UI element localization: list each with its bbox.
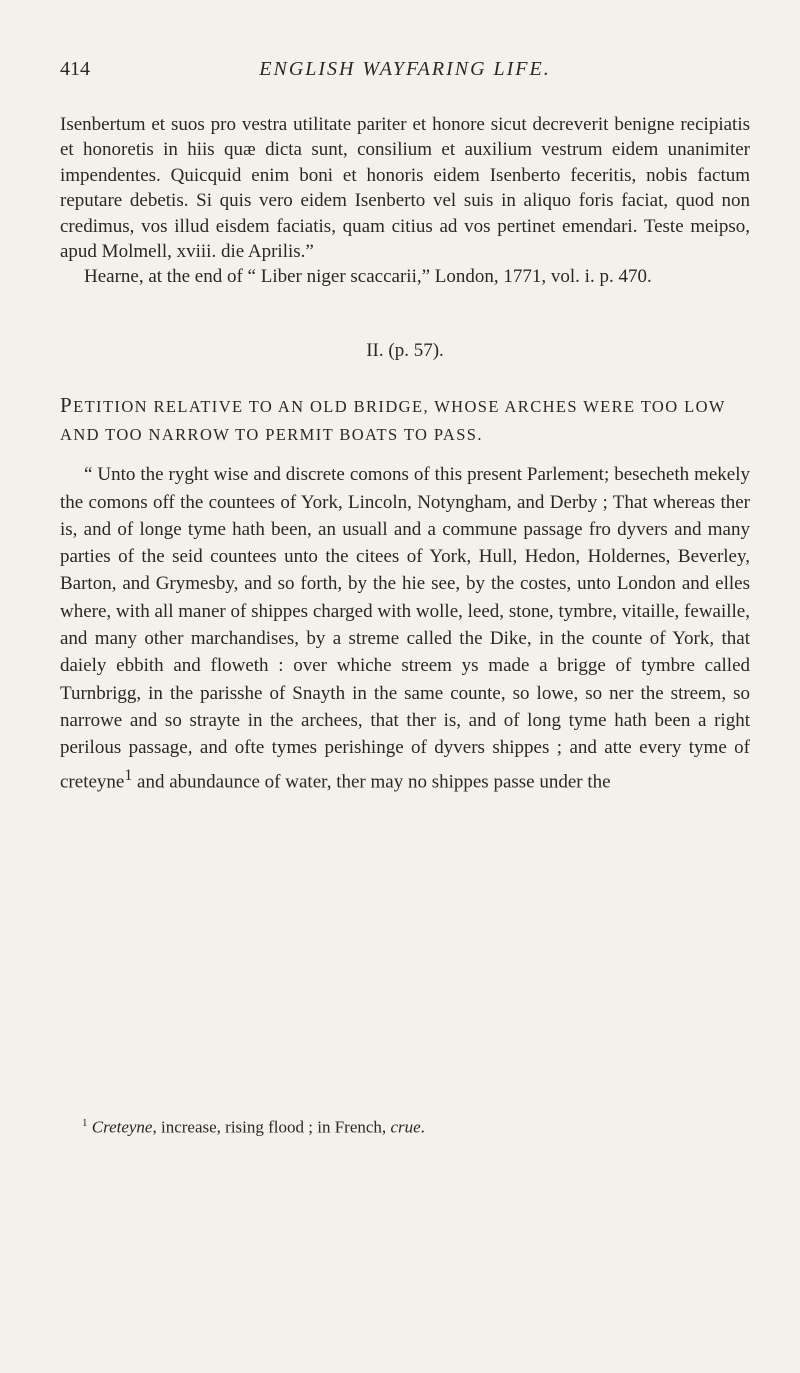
page-body [60,112,750,795]
footnote-end: . [420,1117,425,1137]
petition-tail: and abundaunce of water, ther may no shippes passe under the [137,770,611,792]
page-number: 414 [60,58,90,80]
footnote-marker: 1 [82,1117,88,1129]
footnote-french: crue [390,1117,421,1137]
section-title [60,391,750,449]
section-number: II. (p. 57). [366,339,444,361]
citation: Hearne, at the end of “ Liber niger scaccarii,” London, 1771, vol. i. p. 470. [84,266,652,288]
footnote-reference: 1 [124,766,133,784]
page-header [60,58,750,92]
petition-paragraph [60,461,750,795]
running-head: ENGLISH WAYFARING LIFE. [259,58,551,80]
footnote [82,1112,752,1139]
latin-paragraph: Isenbertum et suos pro vestra utilitate pariter et honore sicut decreverit benigne recipiatis et honoretis in hiis quæ dicta sunt, consilium et auxilium vestrum eidem unanimiter impendentes. Quicquid enim boni et honoris eidem Isenberto feceritis, nobis factum reputare debetis. Si quis vero eidem Isenberto vel suis in aliquo foris faciat, quod non credimus, vos illud eisdem faciatis, quam citius ad vos pertinet emendari. Teste meipso, apud Molmell, xviii. die Aprilis.” [60,114,750,263]
footnote-definition: , increase, rising flood ; in French, [152,1117,391,1137]
section-title-rest: ETITION RELATIVE TO AN OLD BRIDGE, WHOSE ARCHES WERE TOO LOW AND TOO NARROW TO PERMIT BOATS TO PASS. [60,397,726,445]
footnote-term: Creteyne [91,1117,153,1137]
petition-text: “ Unto the ryght wise and discrete comons of this present Parlement; besecheth mekely the comons off the countees of York, Lincoln, Notyngham, and Derby ; That whereas ther is, and of longe tyme hath been, an usuall and a commune passage fro dyvers and many parties of the seid countees unto the citees of York, Hull, Hedon, Holdernes, Beverley, Barton, and Grymesby, and so forth, by the hie see, by the costes, unto London and elles where, with all maner of shippes charged with wolle, leed, stone, tymbre, vitaille, fewaille, and many other marchandises, by a streme called the Dike, in the counte of York, that daiely ebbith and floweth : over whiche streem ys made a brigge of tymbre called Turnbrigg, in the parisshe of Snayth in the same counte, so lowe, so ner the streem, so narrowe and so strayte in the archees, that ther is, and of long tyme hath been a right perilous passage, and ofte tymes perishinge of dyvers shippes ; and atte every tyme of creteyne [60,464,750,792]
section-title-initial: P [60,393,74,418]
